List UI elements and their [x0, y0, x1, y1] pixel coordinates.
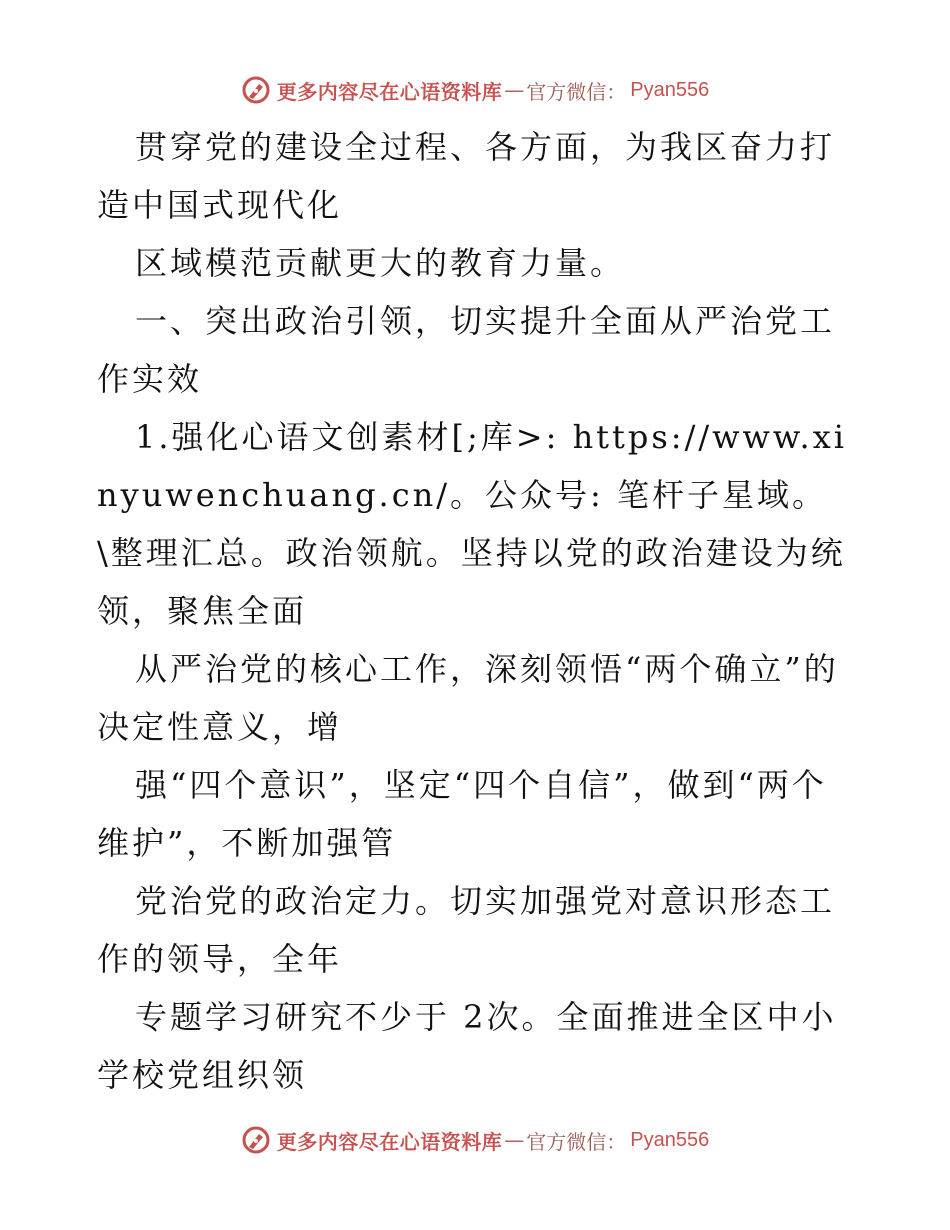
watermark-wechat-label: 官方微信： [526, 1129, 627, 1154]
paragraph-1: 贯穿党的建设全过程、各方面，为我区奋力打造中国式现代化 [97, 128, 836, 224]
pen-nib-circle-icon [241, 1125, 271, 1155]
watermark-wechat-id: Pyan556 [630, 78, 710, 101]
paragraph-7: 专题学习研究不少于 2次。全面推进全区中小学校党组织领 [97, 998, 837, 1094]
watermark-separator: — [504, 78, 525, 102]
watermark-wechat-id: Pyan556 [630, 1128, 710, 1151]
footer-watermark [0, 1120, 950, 1160]
paragraph-6: 党治党的政治定力。切实加强党对意识形态工作的领导，全年 [97, 882, 836, 978]
pen-nib-circle-icon [241, 75, 271, 105]
watermark-separator: — [504, 1128, 525, 1152]
paragraph-5: 强“四个意识”，坚定“四个自信”，做到“两个维护”，不断加强管 [97, 766, 827, 862]
watermark-main-text: 更多内容尽在心语资料库 [276, 1129, 503, 1154]
watermark-main-text: 更多内容尽在心语资料库 [276, 79, 503, 104]
paragraph-3: 1.强化心语文创素材[;库>: https://www.xinyuwenchuang.cn/。公众号: 笔杆子星域。\整理汇总。政治领航。坚持以党的政治建设为统领，聚焦全面 [97, 418, 847, 630]
paragraph-4: 从严治党的核心工作，深刻领悟“两个确立”的决定性意义，增 [97, 650, 839, 746]
watermark-wechat-label: 官方微信： [526, 79, 627, 104]
header-watermark [0, 70, 950, 110]
section-heading-1: 一、突出政治引领，切实提升全面从严治党工作实效 [97, 302, 836, 398]
document-body [97, 118, 857, 1104]
paragraph-2: 区域模范贡献更大的教育力量。 [135, 244, 626, 282]
